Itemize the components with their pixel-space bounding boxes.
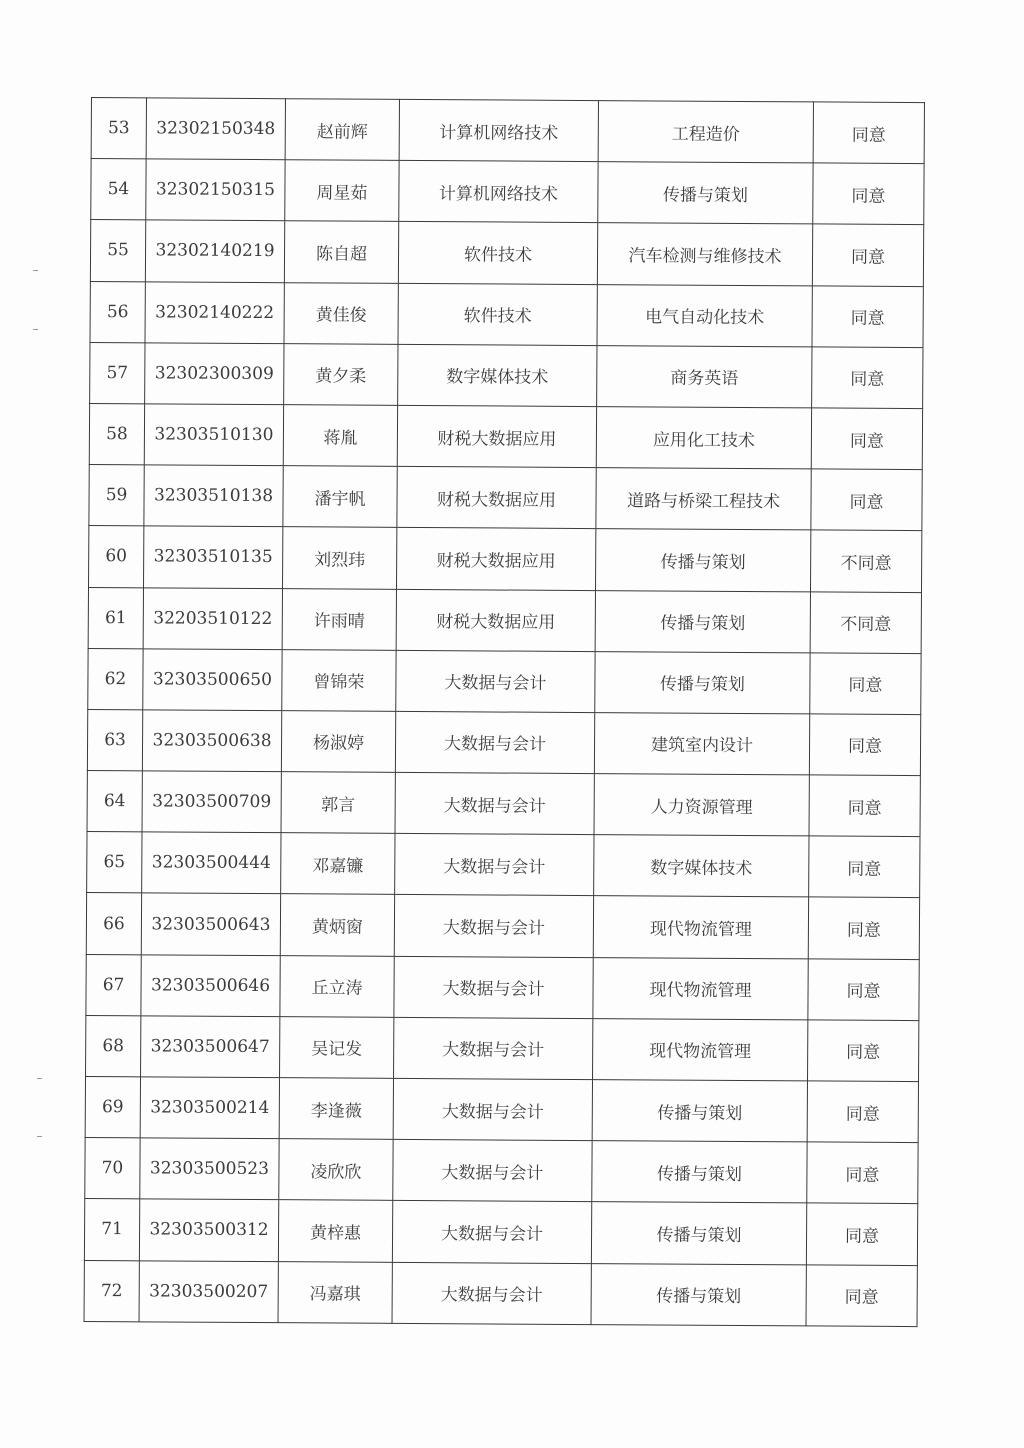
target-major-cell: 人力资源管理 [594, 774, 809, 836]
original-major-cell: 大数据与会计 [395, 772, 594, 834]
student-name-cell: 吴记发 [280, 1016, 394, 1078]
table-row [85, 1076, 918, 1142]
original-major-cell: 大数据与会计 [395, 834, 594, 896]
original-major-cell: 大数据与会计 [393, 1140, 592, 1202]
row-number-cell: 54 [91, 159, 146, 221]
original-major-cell: 大数据与会计 [392, 1201, 591, 1263]
target-major-cell: 数字媒体技术 [594, 835, 809, 897]
target-major-cell: 传播与策划 [595, 529, 810, 591]
original-major-cell: 大数据与会计 [394, 895, 593, 957]
target-major-cell: 传播与策划 [595, 651, 810, 713]
original-major-cell: 大数据与会计 [393, 1078, 592, 1140]
original-major-cell: 大数据与会计 [395, 711, 594, 773]
row-number-cell: 57 [90, 342, 145, 404]
table-row [90, 342, 923, 408]
table-row [86, 954, 919, 1020]
target-major-cell: 道路与桥梁工程技术 [596, 468, 811, 530]
table-row [88, 648, 921, 714]
original-major-cell: 财税大数据应用 [397, 528, 596, 590]
student-name-cell: 郭言 [281, 772, 395, 834]
row-number-cell: 62 [88, 648, 143, 710]
original-major-cell: 软件技术 [398, 283, 597, 345]
approval-result-cell: 同意 [812, 347, 923, 409]
student-name-cell: 邓嘉镰 [281, 833, 395, 895]
approval-result-cell: 同意 [810, 653, 921, 715]
student-id-cell: 32303500638 [142, 710, 281, 772]
student-id-cell: 32302140219 [145, 220, 284, 282]
student-name-cell: 冯嘉琪 [278, 1261, 392, 1323]
row-number-cell: 69 [85, 1076, 140, 1138]
row-number-cell: 63 [87, 709, 142, 771]
row-number-cell: 61 [88, 587, 143, 649]
approval-result-cell: 同意 [808, 959, 919, 1021]
target-major-cell: 传播与策划 [592, 1080, 807, 1142]
table-row [90, 220, 923, 286]
student-id-cell: 32303500523 [140, 1138, 279, 1200]
student-name-cell: 许雨晴 [282, 588, 396, 650]
student-id-cell: 32302150315 [146, 159, 285, 221]
student-id-cell: 32303500709 [142, 771, 281, 833]
table-row [91, 98, 924, 164]
scan-speck [37, 1136, 42, 1137]
student-name-cell: 杨淑婷 [281, 711, 395, 773]
student-id-cell: 32302140222 [145, 281, 284, 343]
student-name-cell: 黄夕柔 [284, 343, 398, 405]
student-id-cell: 32303500214 [140, 1077, 279, 1139]
row-number-cell: 58 [89, 403, 144, 465]
target-major-cell: 传播与策划 [595, 590, 810, 652]
student-name-cell: 黄炳窗 [280, 894, 394, 956]
table-row [89, 403, 922, 469]
student-id-cell: 32303510138 [144, 465, 283, 527]
student-name-cell: 潘宇帆 [283, 466, 397, 528]
scan-speck [33, 270, 38, 271]
row-number-cell: 59 [89, 465, 144, 527]
row-number-cell: 67 [86, 954, 141, 1016]
student-id-cell: 32302300309 [145, 343, 284, 405]
row-number-cell: 60 [89, 526, 144, 588]
target-major-cell: 现代物流管理 [593, 896, 808, 958]
student-name-cell: 李逢薇 [279, 1078, 393, 1140]
approval-result-cell: 不同意 [810, 530, 921, 592]
target-major-cell: 电气自动化技术 [597, 284, 812, 346]
original-major-cell: 计算机网络技术 [399, 161, 598, 223]
table-row [84, 1199, 917, 1265]
student-name-cell: 陈自超 [284, 221, 398, 283]
target-major-cell: 传播与策划 [598, 162, 813, 224]
row-number-cell: 64 [87, 771, 142, 833]
approval-result-cell: 同意 [809, 836, 920, 898]
approval-result-cell: 同意 [807, 1142, 918, 1204]
student-id-cell: 32303500647 [141, 1016, 280, 1078]
row-number-cell: 66 [86, 893, 141, 955]
approval-result-cell: 同意 [813, 102, 924, 164]
target-major-cell: 传播与策划 [592, 1141, 807, 1203]
target-major-cell: 现代物流管理 [593, 1018, 808, 1080]
student-name-cell: 凌欣欣 [279, 1139, 393, 1201]
original-major-cell: 软件技术 [398, 222, 597, 284]
approval-result-cell: 不同意 [810, 591, 921, 653]
target-major-cell: 建筑室内设计 [594, 712, 809, 774]
table-row [89, 465, 922, 531]
approval-result-cell: 同意 [806, 1264, 917, 1326]
student-id-cell: 32303500650 [143, 649, 282, 711]
table-row [87, 771, 920, 837]
approval-result-cell: 同意 [809, 775, 920, 837]
major-transfer-table [84, 97, 925, 1327]
row-number-cell: 55 [90, 220, 145, 282]
student-id-cell: 32303500643 [141, 893, 280, 955]
student-name-cell: 刘烈玮 [283, 527, 397, 589]
table-row [86, 1015, 919, 1081]
table-row [89, 526, 922, 592]
row-number-cell: 53 [91, 98, 146, 160]
student-name-cell: 黄梓惠 [278, 1200, 392, 1262]
approval-result-cell: 同意 [806, 1203, 917, 1265]
row-number-cell: 71 [84, 1199, 139, 1261]
table-row [87, 832, 920, 898]
original-major-cell: 大数据与会计 [396, 650, 595, 712]
student-id-cell: 32303500312 [139, 1199, 278, 1261]
table-row [86, 893, 919, 959]
target-major-cell: 应用化工技术 [596, 407, 811, 469]
student-name-cell: 赵前辉 [285, 99, 399, 161]
target-major-cell: 传播与策划 [591, 1202, 806, 1264]
approval-result-cell: 同意 [812, 224, 923, 286]
row-number-cell: 70 [85, 1138, 140, 1200]
student-id-cell: 32303500207 [139, 1260, 278, 1322]
approval-result-cell: 同意 [812, 285, 923, 347]
approval-result-cell: 同意 [811, 469, 922, 531]
original-major-cell: 财税大数据应用 [397, 405, 596, 467]
row-number-cell: 68 [86, 1015, 141, 1077]
original-major-cell: 计算机网络技术 [399, 99, 598, 161]
scan-speck [33, 329, 38, 330]
approval-result-cell: 同意 [808, 897, 919, 959]
target-major-cell: 商务英语 [597, 345, 812, 407]
table-body [84, 98, 924, 1327]
target-major-cell: 汽车检测与维修技术 [597, 223, 812, 285]
target-major-cell: 现代物流管理 [593, 957, 808, 1019]
table-row [84, 1260, 917, 1326]
original-major-cell: 大数据与会计 [394, 956, 593, 1018]
table-row [91, 159, 924, 225]
student-id-cell: 32303510135 [144, 526, 283, 588]
table-row [85, 1138, 918, 1204]
original-major-cell: 财税大数据应用 [396, 589, 595, 651]
row-number-cell: 56 [90, 281, 145, 343]
approval-result-cell: 同意 [808, 1020, 919, 1082]
scan-speck [37, 1078, 42, 1079]
original-major-cell: 财税大数据应用 [397, 467, 596, 529]
student-id-cell: 32302150348 [146, 98, 285, 160]
original-major-cell: 大数据与会计 [394, 1017, 593, 1079]
student-name-cell: 曾锦荣 [282, 649, 396, 711]
table-row [90, 281, 923, 347]
row-number-cell: 65 [87, 832, 142, 894]
table-row [88, 587, 921, 653]
target-major-cell: 工程造价 [598, 101, 813, 163]
student-name-cell: 蒋胤 [283, 405, 397, 467]
student-name-cell: 丘立涛 [280, 955, 394, 1017]
approval-result-cell: 同意 [807, 1081, 918, 1143]
original-major-cell: 数字媒体技术 [398, 344, 597, 406]
student-name-cell: 周星茹 [285, 160, 399, 222]
original-major-cell: 大数据与会计 [392, 1262, 591, 1324]
student-id-cell: 32303500444 [142, 832, 281, 894]
row-number-cell: 72 [84, 1260, 139, 1322]
student-id-cell: 32203510122 [143, 587, 282, 649]
student-id-cell: 32303510130 [144, 404, 283, 466]
student-name-cell: 黄佳俊 [284, 282, 398, 344]
approval-result-cell: 同意 [811, 408, 922, 470]
approval-result-cell: 同意 [813, 163, 924, 225]
student-id-cell: 32303500646 [141, 954, 280, 1016]
approval-result-cell: 同意 [809, 714, 920, 776]
table-row [87, 709, 920, 775]
target-major-cell: 传播与策划 [591, 1263, 806, 1325]
